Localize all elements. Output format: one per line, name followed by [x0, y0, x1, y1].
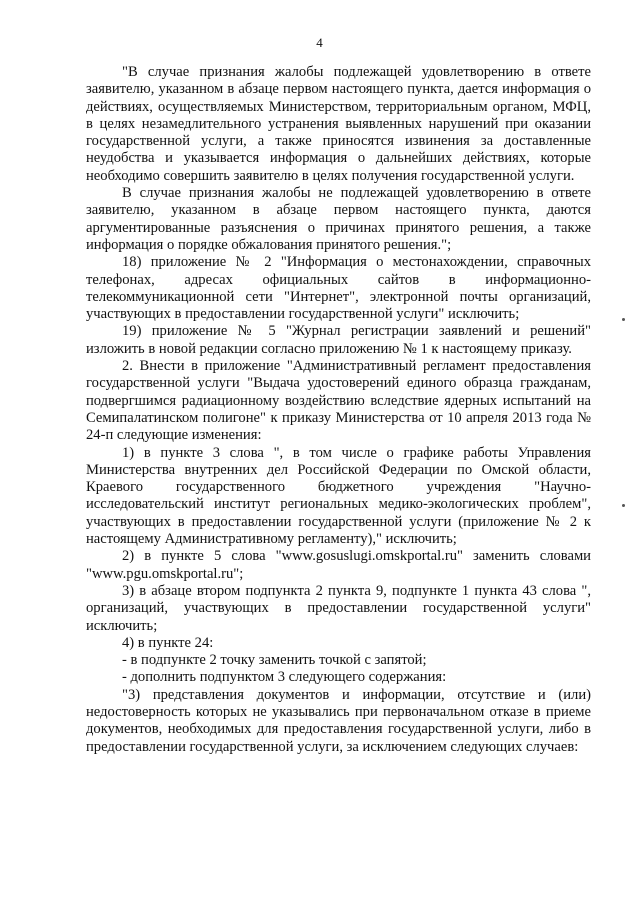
paragraph-complaint-rejected: В случае признания жалобы не подлежащей удовлетворению в ответе заявителю, указанном в абзаце первом настоящего пункта, даются аргументированные разъяснения о причинах принятого решения, а также информация о порядке обжалования принятого решения.";	[86, 185, 591, 253]
paragraph-subitem-4-dash-2: - дополнить подпунктом 3 следующего содержания:	[122, 669, 447, 686]
paragraph-item-18: 18) приложение № 2 "Информация о местонахождении, справочных телефонах, адресах официальных сайтов в информационно-телекоммуникационной сети "Интернет", электронной почты организаций, участвующих в предоставлении государственной услуги" исключить;	[86, 254, 591, 323]
document-body	[86, 64, 591, 756]
paragraph-subitem-1: 1) в пункте 3 слова ", в том числе о графике работы Управления Министерства внутренних дел Российской Федерации по Омской области, Краевого государственного бюджетного учреждения "Научно-исследовательский институт региональных медико-экологических проблем", участвующих в предоставлении государственной услуги (приложение № 2 к настоящему Административному регламенту)," исключить;	[86, 444, 591, 548]
paragraph-subitem-3: 3) в абзаце втором подпункта 2 пункта 9, подпункте 1 пункта 43 слова ", организаций, участвующих в предоставлении государственной услуги" исключить;	[86, 582, 591, 634]
paragraph-complaint-satisfied: "В случае признания жалобы подлежащей удовлетворению в ответе заявителю, указанном в абзаце первом настоящего пункта, дается информация о действиях, осуществляемых Министерством, территориальным органом, МФЦ, в целях незамедлительного устранения выявленных нарушений при оказании государственной услуги, а также приносятся извинения за доставленные неудобства и указывается информация о дальнейших действиях, которые необходимо совершить заявителю в целях получения государственной услуги.	[86, 64, 591, 184]
paragraph-subitem-4: 4) в пункте 24:	[122, 634, 214, 651]
paragraph-item-19: 19) приложение № 5 "Журнал регистрации заявлений и решений" изложить в новой редакции согласно приложению № 1 к настоящему приказу.	[86, 323, 591, 357]
scan-speck	[622, 318, 625, 321]
paragraph-section-2: 2. Внести в приложение "Административный регламент предоставления государственной услуги "Выдача удостоверений единого образца гражданам, подвергшимся радиационному воздействию вследствие ядерных испытаний на Семипалатинском полигоне" к приказу Министерства от 10 апреля 2013 года № 24-п следующие изменения:	[86, 358, 591, 444]
paragraph-new-subitem-3: "3) представления документов и информации, отсутствие и (или) недостоверность которых не указывались при первоначальном отказе в приеме документов, необходимых для предоставления государственной услуги, либо в предоставлении государственной услуги, за исключением следующих случаев:	[86, 686, 591, 755]
scan-speck	[622, 504, 625, 507]
paragraph-subitem-4-dash-1: - в подпункте 2 точку заменить точкой с запятой;	[122, 652, 427, 669]
page-number: 4	[316, 35, 323, 50]
paragraph-subitem-2: 2) в пункте 5 слова "www.gosuslugi.omskportal.ru" заменить словами "www.pgu.omskportal.ru";	[86, 548, 591, 582]
